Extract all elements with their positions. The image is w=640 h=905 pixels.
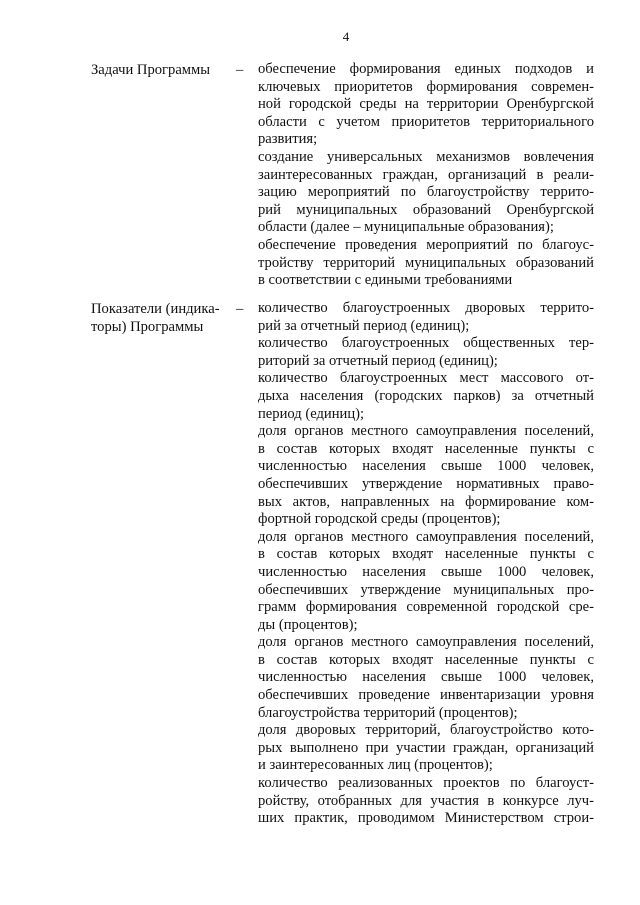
body-line: количество благоустроенных дворовых террито- — [258, 300, 594, 316]
section-label — [91, 61, 244, 79]
body-line: ды (процентов); — [258, 616, 358, 633]
body-line: численностью населения свыше 1000 человек, — [258, 563, 594, 580]
body-line: рых выполнено при участии граждан, организаций — [258, 739, 594, 756]
body-line: доля дворовых территорий, благоустройство кото- — [258, 722, 594, 739]
body-line: дыха населения (городских парков) за отчетный — [258, 387, 594, 404]
body-line: фортной городской среды (процентов); — [258, 511, 501, 528]
body-line: области (далее – муниципальные образования); — [258, 219, 554, 236]
body-line: обеспечивших утверждение муниципальных про- — [258, 581, 594, 598]
body-line: развития; — [258, 131, 318, 148]
body-line: рий муниципальных образований Оренбургской — [258, 201, 594, 218]
body-line: в состав которых входят населенные пункты с — [258, 546, 594, 563]
body-line: области с учетом приоритетов территориального — [258, 113, 594, 130]
body-line: ройству, отобранных для участия в конкурсе луч- — [258, 792, 594, 809]
body-line: в состав которых входят населенные пункты с — [258, 651, 594, 668]
label-line: торы) Программы — [91, 319, 204, 335]
body-line: количество реализованных проектов по благоуст- — [258, 775, 594, 792]
body-line: зацию мероприятий по благоустройству террито- — [258, 184, 594, 201]
body-line: ключевых приоритетов формирования современ- — [258, 78, 594, 95]
body-line: заинтересованных граждан, организаций в реали- — [258, 166, 594, 183]
body-line: количество благоустроенных общественных тер- — [258, 335, 594, 352]
dash: – — [236, 301, 244, 317]
body-line: период (единиц); — [258, 405, 365, 422]
page-number: 4 — [342, 29, 350, 44]
body-line: обеспечивших проведение инвентаризации уровня — [258, 687, 594, 704]
body-line: ной городской среды на территории Оренбургской — [258, 96, 594, 113]
body-line: и заинтересованных лиц (процентов); — [258, 757, 493, 774]
body-line: ших практик, проводимом Министерством строи- — [258, 810, 594, 827]
label-line: Задачи Программы — [91, 62, 211, 78]
body-line: количество благоустроенных мест массового от- — [258, 370, 594, 387]
body-line: создание универсальных механизмов вовлечения — [258, 148, 594, 165]
body-line: доля органов местного самоуправления поселений, — [258, 634, 594, 651]
body-line: благоустройства территорий (процентов); — [258, 704, 518, 721]
body-line: доля органов местного самоуправления поселений, — [258, 423, 594, 440]
body-line: в состав которых входят населенные пункты с — [258, 440, 594, 457]
dash: – — [236, 62, 244, 78]
body-line: рий за отчетный период (единиц); — [258, 317, 470, 334]
body-line: риторий за отчетный период (единиц); — [258, 352, 498, 369]
body-line: обеспечение формирования единых подходов и — [258, 61, 594, 77]
body-line: обеспечение проведения мероприятий по благоус- — [258, 236, 594, 253]
body-line: численностью населения свыше 1000 человек, — [258, 458, 594, 475]
body-line: вых актов, направленных на формирование ком- — [258, 493, 594, 510]
section-body — [258, 61, 594, 290]
body-line: обеспечивших утверждение нормативных право- — [258, 475, 594, 492]
body-line: доля органов местного самоуправления поселений, — [258, 528, 594, 545]
body-line: грамм формирования современной городской сре- — [258, 599, 594, 616]
label-line: Показатели (индика- — [91, 301, 220, 317]
section-body — [258, 300, 594, 828]
section-label — [91, 300, 244, 336]
body-line: в соответствии с едиными требованиями — [258, 272, 513, 289]
body-line: численностью населения свыше 1000 человек, — [258, 669, 594, 686]
body-line: тройству территорий муниципальных образований — [258, 254, 594, 271]
